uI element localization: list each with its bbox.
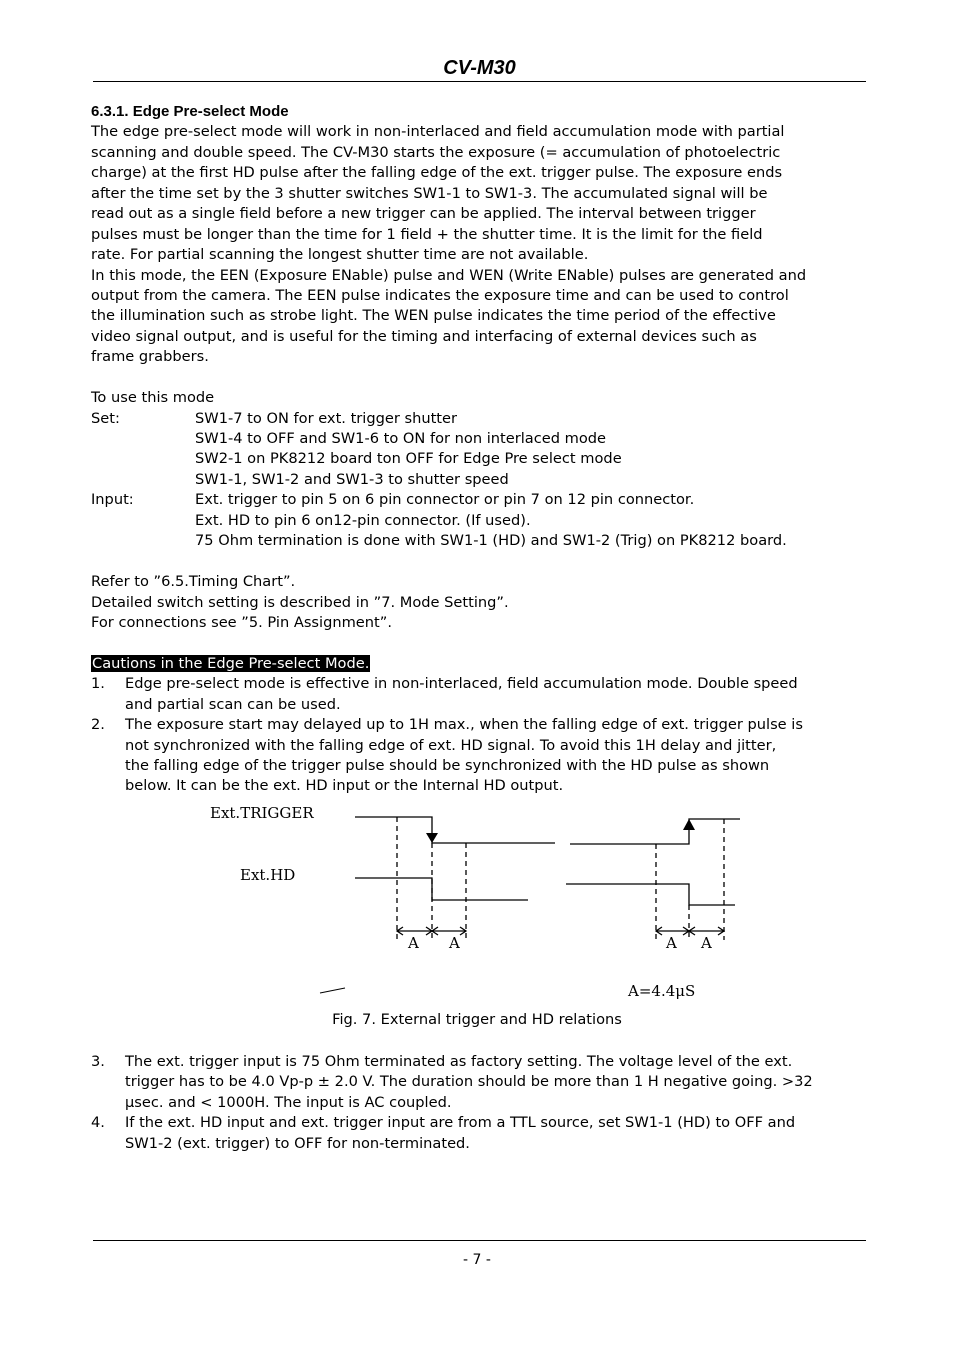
caution-item-3 — [91, 1052, 813, 1113]
input-item: Ext. trigger to pin 5 on 6 pin connector or pin 7 on 12 pin connector. — [195, 491, 695, 509]
text-line: output from the camera. The EEN pulse indicates the exposure time and can be used to control — [91, 286, 789, 304]
rising-edge-arrow-icon — [683, 819, 695, 830]
body-text-bottom — [91, 1052, 813, 1154]
a-label: A — [701, 934, 712, 952]
dashed-markers — [397, 817, 724, 940]
page-number: - 7 - — [463, 1252, 491, 1268]
document-header-title: CV-M30 — [443, 57, 516, 79]
text-line: the illumination such as strobe light. The WEN pulse indicates the time period of the effective — [91, 307, 776, 325]
text-line: In this mode, the EEN (Exposure ENable) pulse and WEN (Write ENable) pulses are generated and — [91, 266, 807, 284]
text-line: trigger has to be 4.0 Vp-p ± 2.0 V. The duration should be more than 1 H negative going. >32 — [125, 1073, 813, 1091]
trigger-waveform-right — [570, 819, 740, 844]
text-line: pulses must be longer than the time for 1 field + the shutter time. It is the limit for the field — [91, 225, 763, 243]
input-item: Ext. HD to pin 6 on12-pin connector. (If used). — [195, 511, 531, 529]
text-line: µsec. and < 1000H. The input is AC coupled. — [125, 1093, 452, 1111]
text-line: The exposure start may delayed up to 1H max., when the falling edge of ext. trigger pulse is — [125, 716, 803, 734]
text-line: Edge pre-select mode is effective in non-interlaced, field accumulation mode. Double speed — [125, 675, 798, 693]
text-line: scanning and double speed. The CV-M30 starts the exposure (= accumulation of photoelectric — [91, 143, 781, 161]
text-line: charge) at the first HD pulse after the falling edge of the ext. trigger pulse. The exposure ends — [91, 164, 783, 182]
item-number: 1. — [91, 675, 105, 693]
hd-waveform-left — [355, 878, 528, 900]
falling-edge-arrow-icon — [426, 833, 438, 843]
text-line: If the ext. HD input and ext. trigger input are from a TTL source, set SW1-1 (HD) to OFF and — [125, 1114, 796, 1132]
set-item: SW1-4 to OFF and SW1-6 to ON for non interlaced mode — [195, 430, 607, 447]
reference-line: Detailed switch setting is described in ”7. Mode Setting”. — [91, 593, 509, 611]
text-line: read out as a single field before a new trigger can be applied. The interval between trigger — [91, 205, 756, 223]
a-label: A — [449, 934, 460, 952]
reference-line: For connections see ”5. Pin Assignment”. — [91, 613, 392, 631]
item-number: 4. — [91, 1114, 105, 1132]
text-line: video signal output, and is useful for the timing and interfacing of external devices such as — [91, 327, 757, 345]
trigger-label: Ext.TRIGGER — [210, 804, 314, 822]
trigger-waveform-left — [355, 817, 555, 843]
cautions-title: Cautions in the Edge Pre-select Mode. — [92, 654, 370, 672]
text-line: after the time set by the 3 shutter switches SW1-1 to SW1-3. The accumulated signal will be — [91, 184, 768, 202]
text-line: rate. For partial scanning the longest shutter time are not available. — [91, 246, 589, 264]
text-line: The edge pre-select mode will work in non-interlaced and field accumulation mode with partial — [91, 123, 785, 141]
a-label: A — [408, 934, 419, 952]
scan-mark — [320, 988, 345, 993]
text-line: SW1-2 (ext. trigger) to OFF for non-terminated. — [125, 1134, 470, 1152]
item-number: 3. — [91, 1053, 105, 1070]
text-line: and partial scan can be used. — [125, 695, 341, 713]
hd-waveform-right — [566, 884, 735, 905]
text-line: frame grabbers. — [91, 348, 209, 366]
reference-line: Refer to ”6.5.Timing Chart”. — [91, 573, 296, 591]
text-line: The ext. trigger input is 75 Ohm terminated as factory setting. The voltage level of the ext. — [125, 1053, 793, 1070]
a-label: A — [666, 934, 677, 952]
set-item: SW1-7 to ON for ext. trigger shutter — [195, 409, 458, 427]
set-item: SW1-1, SW1-2 and SW1-3 to shutter speed — [195, 470, 509, 488]
item-number: 2. — [91, 716, 105, 734]
figure-caption: Fig. 7. External trigger and HD relations — [332, 1011, 622, 1028]
input-label: Input: — [91, 491, 134, 509]
a-value-label: A=4.4μS — [628, 982, 696, 1000]
use-mode-title: To use this mode — [91, 389, 215, 407]
caution-item-4 — [91, 1113, 813, 1154]
footer-rule — [93, 1240, 866, 1241]
hd-label: Ext.HD — [240, 866, 296, 884]
input-item: 75 Ohm termination is done with SW1-1 (HD) and SW1-2 (Trig) on PK8212 board. — [195, 532, 787, 550]
text-line: below. It can be the ext. HD input or the Internal HD output. — [125, 777, 564, 795]
section-heading: 6.3.1. Edge Pre-select Mode — [91, 103, 289, 120]
text-line: the falling edge of the trigger pulse should be synchronized with the HD pulse as shown — [125, 757, 770, 774]
set-item: SW2-1 on PK8212 board ton OFF for Edge Pre select mode — [195, 450, 622, 468]
text-line: not synchronized with the falling edge of ext. HD signal. To avoid this 1H delay and jitter, — [125, 736, 777, 754]
set-label: Set: — [91, 409, 120, 427]
